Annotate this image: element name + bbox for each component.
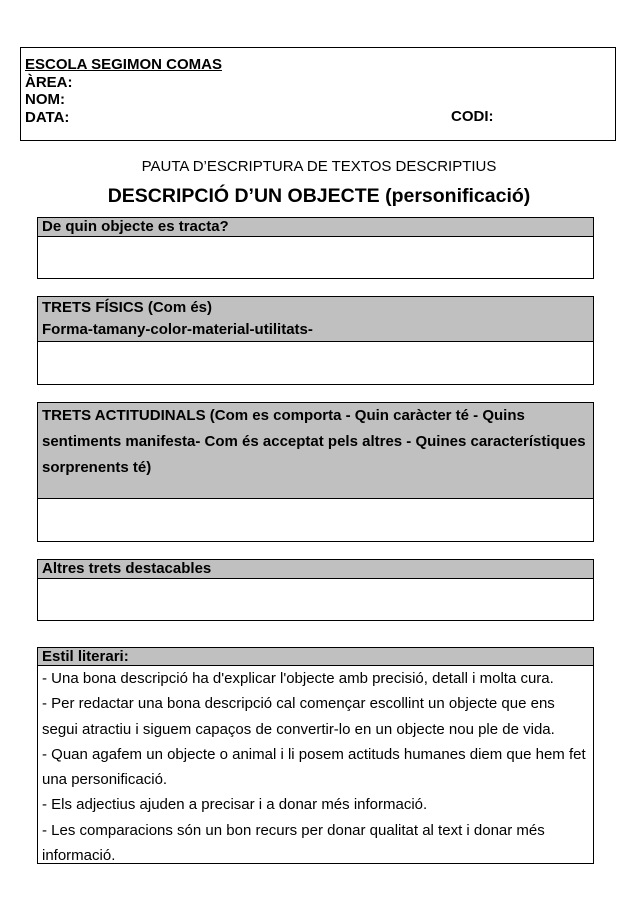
other-answer-area[interactable] <box>38 579 593 620</box>
document-subtitle: PAUTA D’ESCRIPTURA DE TEXTOS DESCRIPTIUS <box>141 158 497 175</box>
physical-heading <box>38 297 593 342</box>
attitudinal-heading-line3: sorprenents té) <box>42 459 152 476</box>
style-line: informació. <box>42 847 116 865</box>
name-label: NOM: <box>25 91 65 108</box>
other-section <box>37 559 594 621</box>
attitudinal-heading-line1: TRETS ACTITUDINALS (Com es comporta - Quin caràcter té - Quins <box>42 407 525 424</box>
physical-answer-area[interactable] <box>38 342 593 384</box>
style-line: - Els adjectius ajuden a precisar i a donar més informació. <box>42 796 428 814</box>
style-line: segui atractiu i siguem capaços de convertir-lo en un objecte nou ple de vida. <box>42 720 555 738</box>
attitudinal-section <box>37 402 594 542</box>
physical-section <box>37 296 594 385</box>
style-heading: Estil literari: <box>38 648 593 666</box>
style-line: - Una bona descripció ha d'explicar l'objecte amb precisió, detall i molta cura. <box>42 670 554 687</box>
attitudinal-answer-area[interactable] <box>38 499 593 541</box>
object-heading: De quin objecte es tracta? <box>38 218 593 237</box>
date-label: DATA: <box>25 108 70 126</box>
style-line: - Per redactar una bona descripció cal començar escollint un objecte que ens <box>42 695 555 713</box>
object-section <box>37 217 594 279</box>
school-name: ESCOLA SEGIMON COMAS <box>25 56 222 73</box>
other-heading: Altres trets destacables <box>38 560 593 579</box>
attitudinal-heading <box>38 403 593 499</box>
physical-heading-line1: TRETS FÍSICS (Com és) <box>42 299 213 316</box>
attitudinal-heading-line2: sentiments manifesta- Com és acceptat pels altres - Quines característiques <box>42 433 586 450</box>
style-line: - Quan agafem un objecte o animal i li posem actituds humanes diem que hem fet <box>42 745 586 763</box>
physical-heading-line2: Forma-tamany-color-material-utilitats- <box>42 321 313 338</box>
document-title: DESCRIPCIÓ D’UN OBJECTE (personificació) <box>107 185 531 207</box>
style-line: una personificació. <box>42 771 168 789</box>
area-label: ÀREA: <box>25 73 73 91</box>
style-text <box>38 666 593 868</box>
code-label: CODI: <box>451 108 494 125</box>
style-line: - Les comparacions són un bon recurs per donar qualitat al text i donar més <box>42 821 545 839</box>
style-section <box>37 647 594 864</box>
object-answer-area[interactable] <box>38 237 593 278</box>
header-box <box>20 47 616 141</box>
